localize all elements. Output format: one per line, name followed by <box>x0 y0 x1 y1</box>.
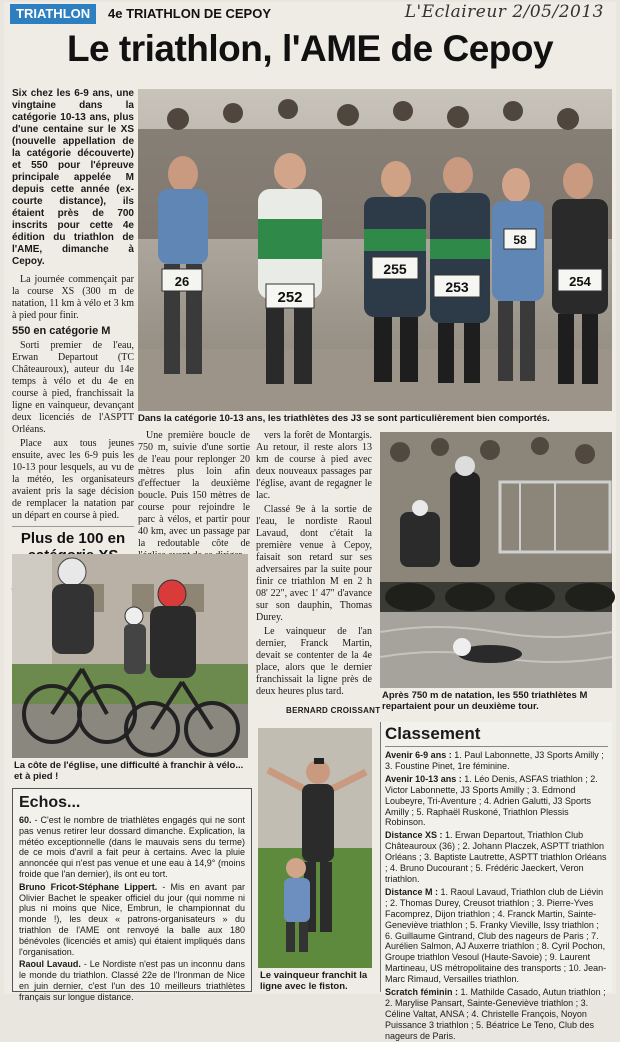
caption-winner-photo: Le vainqueur franchit la ligne avec le fiston. <box>260 970 368 992</box>
col3-paragraph-3: Le vainqueur de l'an dernier, Franck Martin, devait se contenter de la 4e place, alors que le dernier franchissait la ligne près de deux heures plus tard. <box>256 626 372 697</box>
echo-3-lead: Raoul Lavaud. <box>19 959 81 970</box>
results-row <box>385 887 608 985</box>
results-names: 1. Mathilde Casado, Autun triathlon ; 2. Marylise Pansart, Sainte-Geneviève triathlon ; 3. Céline Valtat, ANSA ; 4. Christelle François, Noyon Puissance 3 triathlon ; 5. Béatrice Le Teno, Club des nageurs de Paris. <box>385 987 606 1041</box>
article-headline: Le triathlon, l'AME de Cepoy <box>66 28 554 69</box>
photo-swim-exit-art <box>380 432 612 688</box>
caption-main-photo: Dans la catégorie 10-13 ans, les triathlètes des J3 se sont particulièrement bien comportés. <box>138 413 550 424</box>
results-row <box>385 750 608 772</box>
bib-1: 26 <box>174 274 190 289</box>
photo-bike-climb <box>12 554 248 758</box>
article-lead: Six chez les 6-9 ans, une vingtaine dans la catégorie 10-13 ans, plus d'une centaine sur le XS (nouvelle appellation de la catégorie découverte) et 550 pour l'épreuve principale appelée M depuis cette année (ex-courte distance), ils étaient près de 700 inscrits pour cette 4e édition du triathlon de l'AME, dimanche à Cepoy. <box>12 88 134 267</box>
results-row <box>385 987 608 1042</box>
col3-paragraph-2: Classé 9e à la sortie de l'eau, le nordiste Raoul Lavaud, dont c'était la première venue à Cepoy, faisait son retard sur ses adversaires par la suite pour finir ce triathlon M en 2 h 08' 22", avec 1' 47" d'avance sur son dauphin, Thomas Durey. <box>256 504 372 623</box>
caption-swim-photo: Après 750 m de natation, les 550 triathlètes M repartaient pour un deuxième tour. <box>382 690 588 712</box>
results-names: 1. Léo Denis, ASFAS triathlon ; 2. Victor Labonnette, J3 Sports Amilly ; 3. Edmond Loubeyre, Tri-Aventure ; 4. Adrien Galutti, J3 Sports Amilly ; 5. Raphaël Ruskoné, Triathlon Plessis Robinson. <box>385 773 598 828</box>
echo-1-text: - C'est le nombre de triathlètes engagés qui ne sont pas venus retirer leur dossard dimanche. Explication, la météo exceptionnelle (dans le mauvais sens du terme) de ce mois d'avril a fait peur à certains. Avec la pluie annoncée qui n'est pas venue et une eau à 14,9° (moins froide que l'an dernier), ils ont eu tort. <box>19 815 245 879</box>
column-3 <box>256 430 372 700</box>
photo-kids-running-art <box>138 89 612 411</box>
echos-title: Echos... <box>19 794 81 811</box>
echo-3-text: - Le Nordiste n'est pas un inconnu dans le monde du triathlon. Classé 22e de l'Ironman de Nice en juin dernier, c'est l'un des 10 meilleurs triathlètes français sur longue distance. <box>19 959 245 1002</box>
photo-kids-running <box>138 89 612 411</box>
section-header <box>10 4 610 26</box>
section-rubric: TRIATHLON <box>10 4 96 24</box>
article-kicker: 4e TRIATHLON DE CEPOY <box>108 6 272 21</box>
bib-5: 58 <box>513 233 527 247</box>
handwritten-annotation: L'Eclaireur 2/05/2013 <box>404 2 604 22</box>
echo-item-1 <box>19 815 245 880</box>
results-names: 1. Erwan Departout, Triathlon Club Châteauroux (36) ; 2. Johann Placzek, ASPTT triathlon Orléans ; 3. Baptiste Lautrette, ASPTT triathlon Orléans ; 4. Bruno Ducourant ; 5. Frédéric Jaeckert, Veron triathlon. <box>385 830 607 884</box>
results-category: Distance M : <box>385 886 439 897</box>
results-title: Classement <box>385 724 608 747</box>
col1-paragraph-2: Sorti premier de l'eau, Erwan Departout (TC Châteauroux), auteur du 14e temps à vélo et du 4e en course à pied, franchissait la ligne en vainqueur, devançant deux licenciés de l'ASPTT Orléans. <box>12 340 134 435</box>
caption-bike-photo: La côte de l'église, une difficulté à franchir à vélo... et à pied ! <box>14 760 244 782</box>
results-row <box>385 830 608 885</box>
echo-1-lead: 60. <box>19 815 32 825</box>
results-row <box>385 774 608 829</box>
echos-text <box>19 815 245 1003</box>
col2-paragraph-1: Une première boucle de 750 m, suivie d'une sortie de l'eau pour replonger 20 mètres plus loin afin d'effectuer la deuxième boucle. Puis 150 mètres de course pour rejoindre le parc à vélos, et partir pour 40 km, avec un passage par la redoutable côte de <box>138 430 250 549</box>
results-category: Scratch féminin : <box>385 987 459 998</box>
photo-bike-climb-art <box>12 554 248 758</box>
results-names: 1. Raoul Lavaud, Triathlon club de Liévin ; 2. Thomas Durey, Creusot triathlon ; 3. Pierre-Yves Facomprez, Dijon triathlon ; 4. Franck Martin, Sainte-Geneviève triathlon ; 5. Franky Vieville, Issy triathlon ; 6. Guillaume Gintrand, Club des nageurs de Paris ; 7. Aurélien Salmon, AJ Auxerre triathlon ; 8. Cyril Pochon, Groupe triathlon Vesoul (Haute-Savoie) ; 9. Laurent Martineau, US métropolitaine des transports ; 10. Jean-Marc Rimaud, Versailles triathlon. <box>385 886 607 985</box>
col3-paragraph-1: vers la forêt de Montargis. Au retour, il reste alors 13 km de course à pied avec deux nouveaux passages par l'église, avant de regagner le lac. <box>256 430 372 501</box>
echo-item-3 <box>19 959 245 1002</box>
results-box <box>380 722 612 1041</box>
column-1 <box>12 88 134 605</box>
col1-paragraph-3: Place aux tous jeunes ensuite, avec les 6-9 puis les 10-13 pour lesquels, au vu de la météo, les organisateurs avaient pris la sage décision de remplacer la natation par un départ en course à pied. <box>12 438 134 521</box>
echos-box <box>12 788 252 1002</box>
column-2 <box>138 430 250 564</box>
subheading-550-m: 550 en catégorie M <box>12 325 111 337</box>
echo-2-lead: Bruno Fricot-Stéphane Lippert. <box>19 881 158 892</box>
results-list <box>385 750 608 1042</box>
results-category: Avenir 10-13 ans : <box>385 773 462 784</box>
echo-2-text: - Mis en avant par Olivier Bachet le speaker officiel du jour (qui nomme ni plus ni moins que Nice, Embrun, le championnat du monde !), les deux « patrons-organisateurs » du triathlon de l'AME ont renvoyé la balle aux 180 bénévoles (licenciés et amis) qui étaient impliqués dans l'organisation. <box>19 881 245 957</box>
bib-3: 255 <box>383 261 407 277</box>
subheading-xs: Plus de 100 en <box>12 526 134 564</box>
photo-swim-exit <box>380 432 612 688</box>
photo-credit: BERNARD CROISSANT <box>286 706 381 715</box>
photo-winner-finish-art <box>258 728 372 968</box>
bib-2: 252 <box>277 289 303 306</box>
results-names: 1. Paul Labonnette, J3 Sports Amilly ; 3. Foustine Pinet, 1re féminine. <box>385 750 604 771</box>
results-category: Distance XS : <box>385 830 443 841</box>
col1-paragraph-1: La journée commençait par la course XS (300 m de natation, 11 km à vélo et 3 km à pied pour finir. <box>12 274 134 321</box>
newspaper-page <box>4 2 616 1041</box>
bib-4: 253 <box>445 279 469 295</box>
photo-winner-finish <box>258 728 372 968</box>
echo-item-2 <box>19 882 245 958</box>
bib-6: 254 <box>569 274 591 289</box>
results-category: Avenir 6-9 ans : <box>385 750 452 760</box>
